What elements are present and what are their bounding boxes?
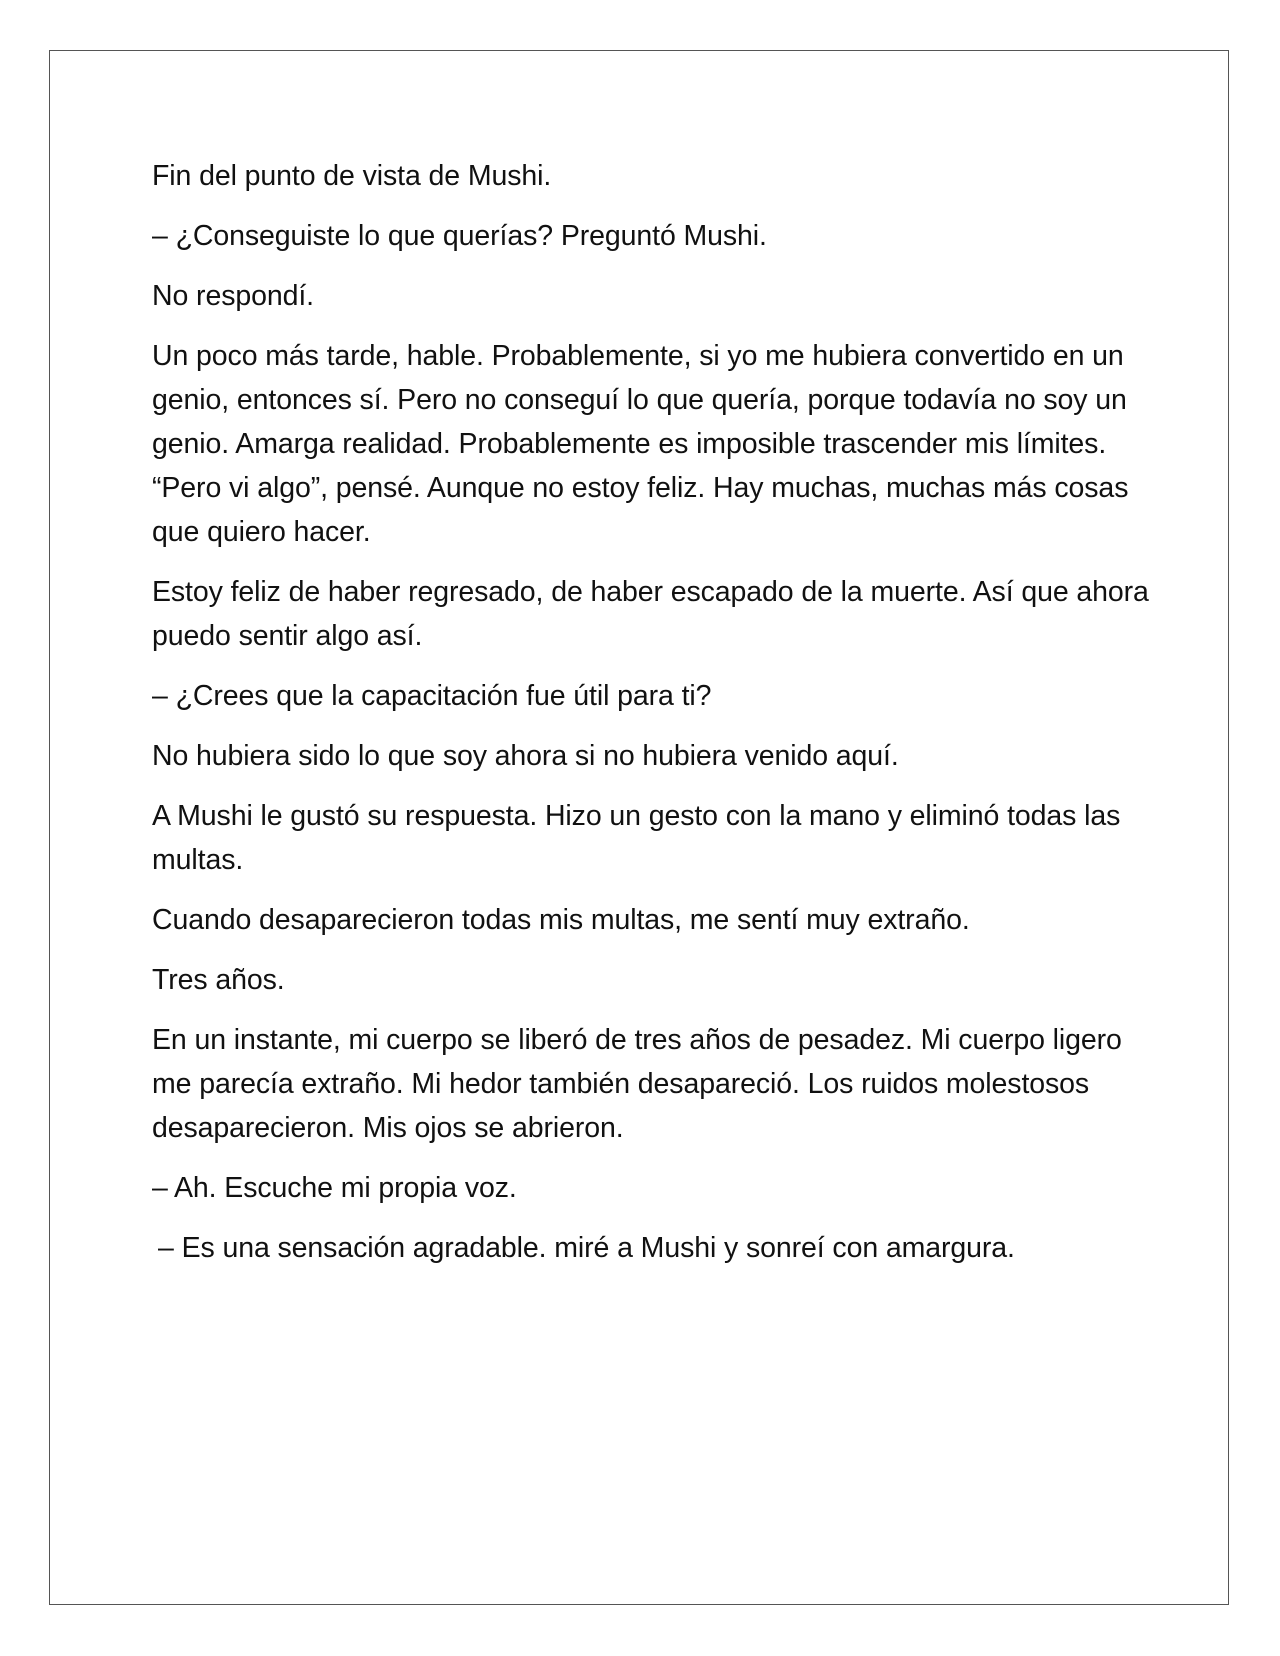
paragraph-2: – ¿Conseguiste lo que querías? Preguntó Mushi. (152, 220, 767, 252)
paragraph-12: – Ah. Escuche mi propia voz. (152, 1172, 517, 1204)
paragraph-13: – Es una sensación agradable. miré a Mushi y sonreí con amargura. (158, 1232, 1015, 1264)
paragraph-4: Un poco más tarde, hable. Probablemente, si yo me hubiera convertido en un genio, entonces sí. Pero no conseguí lo que quería, porque todavía no soy un genio. Amarga realidad. Probablemente es imposible trascender mis límites. “Pero vi algo”, pensé. Aunque no estoy feliz. Hay muchas, muchas más cosas que quiero hacer. (152, 340, 1129, 548)
paragraph-9: Cuando desaparecieron todas mis multas, me sentí muy extraño. (152, 904, 970, 936)
paragraph-5: Estoy feliz de haber regresado, de haber escapado de la muerte. Así que ahora puedo sentir algo así. (152, 576, 1149, 652)
page-frame (49, 50, 1229, 1605)
paragraph-7: No hubiera sido lo que soy ahora si no hubiera venido aquí. (152, 740, 899, 772)
paragraph-8: A Mushi le gustó su respuesta. Hizo un gesto con la mano y eliminó todas las multas. (152, 800, 1121, 876)
paragraph-6: – ¿Crees que la capacitación fue útil para ti? (152, 680, 712, 712)
paragraph-3: No respondí. (152, 280, 314, 312)
page-body (152, 154, 1152, 1286)
paragraph-11: En un instante, mi cuerpo se liberó de tres años de pesadez. Mi cuerpo ligero me parecía extraño. Mi hedor también desapareció. Los ruidos molestosos desaparecieron. Mis ojos se abrieron. (152, 1024, 1122, 1144)
paragraph-1: Fin del punto de vista de Mushi. (152, 160, 552, 192)
paragraph-10: Tres años. (152, 964, 285, 996)
